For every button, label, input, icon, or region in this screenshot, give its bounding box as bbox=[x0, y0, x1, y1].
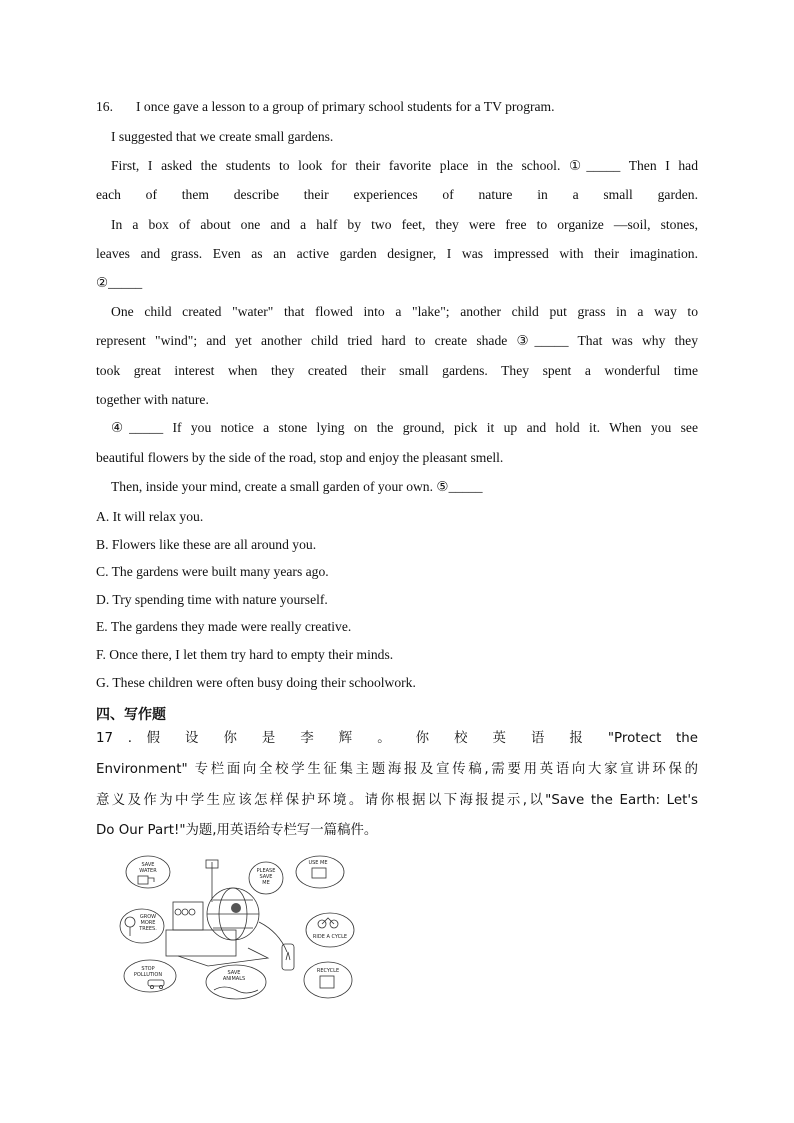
q16-line-3: First, I asked the students to look for their favorite place in the school. ①_____ Then I had bbox=[111, 158, 698, 173]
save-water-label-1: SAVE bbox=[141, 862, 155, 868]
grow-trees-label-2: MORE bbox=[140, 920, 156, 926]
faucet-icon bbox=[148, 878, 154, 882]
bin-icon bbox=[312, 868, 326, 878]
machine-box bbox=[173, 902, 203, 930]
q17-line-3: 意义及作为中学生应该怎样保护环境。请你根据以下海报提示,以"Save the Earth: Let's bbox=[96, 793, 698, 808]
option-g: G. These children were often busy doing their schoolwork. bbox=[96, 675, 416, 690]
environment-poster bbox=[118, 852, 358, 1010]
q16-line-14: Then, inside your mind, create a small garden of your own. ⑤_____ bbox=[111, 479, 483, 494]
q16-text: I once gave a lesson to a group of primary school students for a TV program. bbox=[136, 99, 555, 114]
save-animals-label-1: SAVE bbox=[227, 970, 241, 976]
q17-line-4: Do Our Part!"为题,用英语给专栏写一篇稿件。 bbox=[96, 823, 378, 838]
bicycle-frame bbox=[322, 918, 334, 924]
q16-line-8: One child created "water" that flowed into a "lake"; another child put grass in a way to bbox=[111, 304, 698, 319]
ride-cycle-bubble bbox=[306, 913, 354, 947]
q16-line-9: represent "wind"; and yet another child tried hard to create shade ③_____ That was why they bbox=[96, 333, 698, 348]
q17-line-1: 17 . 假 设 你 是 李 辉 。 你 校 英 语 报 "Protect the bbox=[96, 731, 698, 746]
section-heading: 四、写作题 bbox=[96, 707, 166, 723]
q16-number: 16. bbox=[96, 99, 113, 114]
q16-line-11: together with nature. bbox=[96, 392, 209, 407]
bottle-icon bbox=[282, 944, 294, 970]
q16-line-5: In a box of about one and a half by two feet, they were free to organize —soil, stones, bbox=[111, 217, 698, 232]
tap-icon bbox=[138, 876, 148, 884]
coin-icon bbox=[182, 909, 188, 915]
recycle-bin-icon bbox=[320, 976, 334, 988]
option-a: A. It will relax you. bbox=[96, 509, 204, 524]
stop-pollution-label-2: POLLUTION bbox=[133, 972, 163, 978]
coin-icon bbox=[189, 909, 195, 915]
globe-face bbox=[231, 903, 241, 913]
tree-icon bbox=[125, 917, 135, 927]
save-water-label-2: WATER bbox=[139, 868, 157, 874]
please-save-me-label-1: PLEASE bbox=[256, 868, 276, 874]
q16-line-7: ②_____ bbox=[96, 275, 143, 290]
plant-icon bbox=[286, 952, 290, 960]
use-me-label: USE ME bbox=[308, 860, 328, 866]
grow-trees-label-3: TREES. bbox=[139, 926, 157, 932]
please-save-me-label-3: ME bbox=[262, 880, 270, 886]
recycle-label: RECYCLE bbox=[316, 968, 340, 974]
option-b: B. Flowers like these are all around you. bbox=[96, 537, 317, 552]
animal-icon bbox=[214, 987, 258, 993]
q16-line-13: beautiful flowers by the side of the road, stop and enjoy the pleasant smell. bbox=[96, 450, 504, 465]
option-e: E. The gardens they made were really creative. bbox=[96, 619, 352, 634]
please-save-me-label-2: SAVE bbox=[259, 874, 273, 880]
q16-line-2: I suggested that we create small gardens. bbox=[111, 129, 334, 144]
stop-pollution-label-1: STOP bbox=[141, 966, 155, 972]
ride-cycle-label: RIDE A CYCLE bbox=[312, 934, 348, 940]
q16-line-10: took great interest when they created their small gardens. They spent a wonderful time bbox=[96, 363, 698, 378]
q16-line-6: leaves and grass. Even as an active garden designer, I was impressed with their imagination. bbox=[96, 246, 698, 261]
option-c: C. The gardens were built many years ago. bbox=[96, 564, 329, 579]
machine-platform bbox=[178, 948, 268, 966]
option-d: D. Try spending time with nature yourself. bbox=[96, 592, 328, 607]
coin-icon bbox=[175, 909, 181, 915]
hose-icon bbox=[259, 922, 287, 952]
grow-trees-label-1: GROW bbox=[139, 914, 157, 920]
q17-line-2: Environment" 专栏面向全校学生征集主题海报及宣传稿,需要用英语向大家宣讲环保的 bbox=[96, 762, 698, 777]
q16-line-4: each of them describe their experiences of nature in a small garden. bbox=[96, 187, 698, 202]
save-animals-label-2: ANIMALS bbox=[222, 976, 246, 982]
machine-base bbox=[166, 930, 236, 956]
option-f: F. Once there, I let them try hard to empty their minds. bbox=[96, 647, 394, 662]
q16-line-1 bbox=[96, 98, 698, 116]
q16-line-12: ④_____ If you notice a stone lying on the ground, pick it up and hold it. When you see bbox=[111, 420, 698, 435]
